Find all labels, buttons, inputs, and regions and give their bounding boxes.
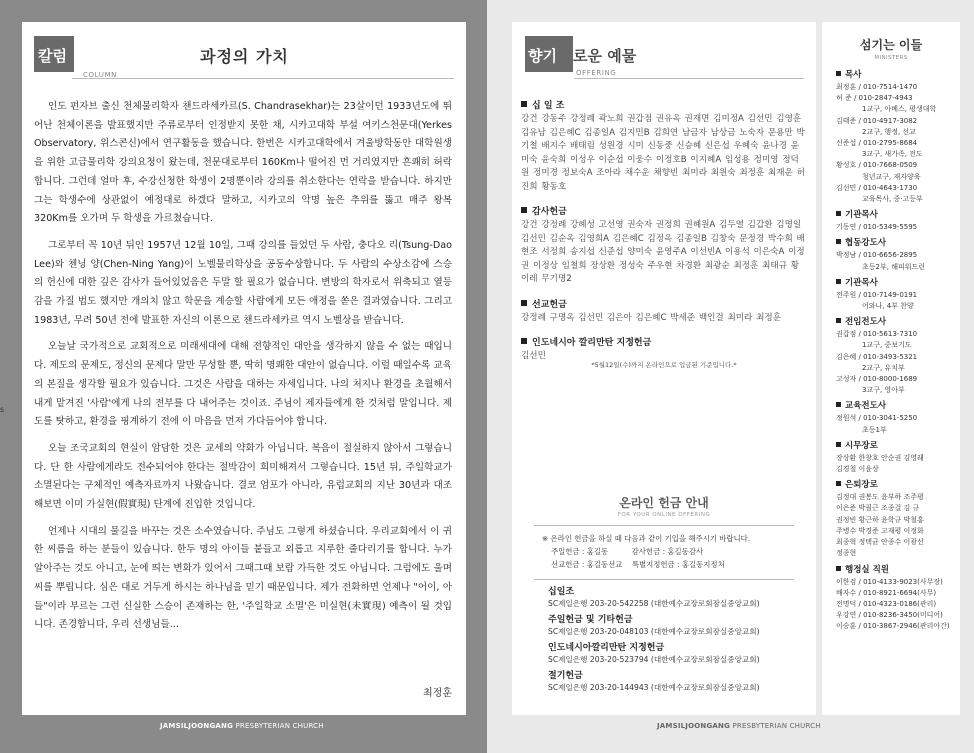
minister-contact: 전명덕 / 010-4323-0186(관리) (836, 599, 937, 608)
minister-contact: 신준섭 / 010-2795-8684 (836, 139, 918, 148)
minister-contact: 최정훈 / 010-7514-1470 (836, 83, 918, 91)
ministers-group-heading: 은퇴장로 (845, 480, 878, 491)
footer-left (160, 722, 324, 730)
ministers-group (836, 208, 958, 233)
offering-section-thanks (521, 204, 806, 287)
footer-church-name: JAMSILJOONGANG (160, 722, 234, 730)
minister-contact: 이승훈 / 010-3867-2946(관리아간) (836, 622, 950, 631)
bullet-square-icon (521, 207, 527, 213)
offering-divider (574, 78, 804, 79)
minister-role: 1교구, 중보기도 (862, 341, 912, 350)
account-list (548, 586, 760, 698)
minister-contact: 황성호 / 010-7668-0509 (836, 161, 918, 170)
online-intro-line: ※ 온라인 헌금을 하실 때 다음과 같이 기입을 해주시기 바랍니다. (542, 534, 751, 543)
offering-section-heading: 선교헌금 (532, 299, 567, 310)
account-number: SC제일은행 203-20-542258 (대한예수교장로회잠실중앙교회) (548, 599, 760, 608)
bullet-square-icon (836, 402, 841, 407)
minister-contact: 고성자 / 010-8000-1689 (836, 375, 918, 384)
account-item (548, 670, 760, 693)
account-name: 인도네시아깔리만탄 지정헌금 (548, 643, 665, 653)
minister-role: 2교구, 유치부 (862, 363, 905, 372)
ministers-group (836, 315, 958, 396)
ministers-group-heading: 기관목사 (845, 210, 878, 221)
offering-names: 김선민 (521, 351, 546, 361)
minister-contact: 기동연 / 010-5349-5595 (836, 223, 918, 232)
offering-section-heading: 인도네시아 깔리만탄 지정헌금 (532, 338, 652, 348)
minister-contact: 김태준 / 010-4917-3082 (836, 116, 918, 125)
account-name: 주일헌금 및 기타헌금 (548, 615, 633, 625)
account-number: SC제일은행 203-20-144943 (대한예수교장로회잠실중앙교회) (548, 683, 760, 692)
ministers-list (836, 68, 958, 636)
ministers-group (836, 276, 958, 312)
minister-role: 2교구, 행정, 선교 (862, 127, 916, 136)
column-page (22, 22, 466, 715)
minister-contact: 권정빈 황근하 윤학규 박철홍 (836, 515, 924, 524)
minister-role: 3교구, 새가족, 전도 (862, 150, 923, 159)
offering-section-heading: 십 일 조 (532, 101, 565, 111)
ministers-group-heading: 기관목사 (845, 277, 878, 288)
minister-role: 초등1부 (862, 425, 887, 434)
minister-contact: 전주원 / 010-7149-0191 (836, 290, 918, 299)
bullet-square-icon (836, 239, 841, 244)
ministers-title: 섬기는 이들 (859, 38, 923, 52)
offering-section-heading: 감사헌금 (532, 207, 567, 217)
column-body (34, 98, 452, 643)
bullet-square-icon (836, 318, 841, 323)
account-name: 절기헌금 (548, 671, 583, 681)
column-signature: 최정훈 (423, 688, 452, 699)
minister-role: 3교구, 영아부 (862, 386, 905, 395)
minister-contact: 장상환 한창호 안순권 김영래 (836, 453, 924, 462)
account-name: 십일조 (548, 587, 575, 597)
minister-contact: 최종혁 정택균 안종수 이광선 (836, 538, 924, 547)
column-tag-en: COLUMN (83, 71, 117, 79)
offering-names: 강건 강동주 강정례 곽노희 권갑점 권유옥 권재면 김미정A 김선민 김영훈 김유남 김은혜C 김종일A 김지민B 김희연 남금자 남상금 노숙자 문용만 박기철 배지수 배태림 성원경 시미 신동중 신승혜 신은섭 우혜숙 윤나경 윤미숙 윤숙희 이성우 이순섭 이웅수 이정호B 이지혜A 임성용 정미영 정덕원 정미경 정보숙A 조아라 채수운 채향빈 최미라 최원숙 최정훈 최재운 허진희 황동호 (521, 114, 805, 192)
offering-section-mission (521, 297, 806, 326)
ministers-group-heading: 협동강도사 (845, 238, 887, 249)
bullet-square-icon (836, 279, 841, 284)
ministers-group (836, 563, 958, 633)
ministers-group-heading: 시무장로 (845, 440, 878, 451)
column-paragraph: 오늘 조국교회의 현실이 암담한 것은 교세의 약화가 아닙니다. 복음이 절실하지 않아서 그렇습니다. 단 한 사람에게라도 전수되어야 한다는 절박감이 희미해져서 그렇습니다. 15년 뒤, 주일학교가 소멸된다는 구체적인 예측자료까지 나왔습니다. 결코 엄포가 아니라, 유럽교회의 지난 30년과 대조해보면 이미 가실현(假實現) 단계에 진입한 것입니다. (34, 442, 452, 511)
ministers-group-heading: 행정실 직원 (845, 564, 890, 575)
ministers-group (836, 236, 958, 272)
minister-contact: 허 준 / 010-2847-4943 (836, 94, 913, 103)
offering-names: 강건 강정례 강혜성 고선영 권숙자 권정희 권혜원A 김두열 김갑환 김명일 김선민 김순옥 김영희A 김은혜C 김정옥 김종일B 김창숙 문정경 박수희 배현조 서정희 송지섭 신준섭 양미숙 윤영주A 이선빈A 이용석 이은숙A 이정권 이정상 임철희 장상환 정성숙 주우현 차경환 최광순 최정훈 최태규 황이레 무기명2 (521, 220, 805, 284)
minister-contact: 권갑점 / 010-5613-7310 (836, 330, 918, 339)
bullet-square-icon (836, 442, 841, 447)
offering-title: 로운 예물 (573, 47, 637, 65)
ministers-group (836, 399, 958, 435)
bullet-square-icon (836, 71, 841, 76)
column-paragraph: 인도 펀자브 출신 천체물리학자 챈드라세카르(S. Chandrasekhar)는 23살이던 1933년도에 뛰어난 천체이론을 발표했지만 주류로부터 인정받지 못한 채, 시카고대학 부설 여키스천문대(Yerkes Observatory, 위스콘신)에서 연구활동을 했습니다. 한번은 시카고대학에서 겨울방학동안 대학원생을 위한 고급물리학 강의요청이 왔는데, 천문대로부터 160Km나 떨어진 먼 거리였지만 흔쾌히 허락합니다. 그런데 얼마 후, 수강신청한 학생이 2명뿐이라 강의를 취소한다는 연락을 받습니다. 하지만 그는 학생수에 상관없이 예정대로 하겠다 말하고, 시카고의 악명 높은 추위를 뚫고 매주 왕복 320Km를 오가며 두 학생을 가르쳤습니다. (34, 101, 452, 225)
offering-page (512, 22, 816, 715)
minister-contact: 김은혜 / 010-3493-5321 (836, 352, 918, 361)
minister-contact: 배자수 / 010-8921-6694(사무) (836, 588, 937, 597)
ministers-group (836, 439, 958, 475)
column-divider (72, 78, 454, 79)
minister-contact: 박정남 / 010-6656-2895 (836, 251, 918, 260)
offering-sections (521, 98, 806, 374)
footer-church-suffix: PRESBYTERIAN CHURCH (233, 722, 324, 730)
minister-contact: 주병수 박경준 고재평 이정화 (836, 526, 924, 535)
minister-role: 1교구, 아베스, 평생대학 (862, 105, 937, 114)
ministers-group-heading: 전임전도사 (845, 317, 887, 328)
ministers-group-heading: 목사 (845, 70, 862, 80)
online-offering-title: 온라인 헌금 안내 (619, 496, 709, 510)
account-item (548, 586, 760, 609)
minister-contact: 우강연 / 010-8236-3450(미디어) (836, 611, 943, 620)
online-instructions (542, 532, 750, 571)
account-number: SC제일은행 203-20-048103 (대한예수교장로회잠실중앙교회) (548, 627, 760, 636)
online-offering-title-en: FOR YOUR ONLINE OFFERING (617, 512, 711, 518)
offering-tag-en: OFFERING (576, 69, 617, 77)
column-paragraph: 오늘날 국가적으로 교회적으로 미래세대에 대해 전향적인 대안을 생각하지 않을 수 없는 때입니다. 제도의 문제도, 정신의 문제다 말만 무성할 뿐, 딱히 명쾌한 대안이 없습니다. 이럴 때일수록 교육의 본질을 생각할 필요가 있습니다. 그것은 사람을 대하는 자세입니다. 나의 처지나 환경을 초월해서 내게 맡겨진 '사람'에게 나의 전부를 다 내어주는 것이죠. 주님이 제자들에게 한 것처럼 말입니다. 제도를 탓하고, 환경을 핑계하기 전에 이 마음을 먼저 가다듬어야 합니다. (34, 341, 452, 428)
column-paragraph: 그로부터 꼭 10년 뒤인 1957년 12월 10일, 그때 강의를 들었던 두 사람, 충다오 리(Tsung-Dao Lee)와 첸닝 양(Chen-Ning Yang)이 노벨물리학상을 공동수상합니다. 두 사람의 수상소감에 스승의 헌신에 대한 깊은 감사가 들어있었음은 두말 할 필요가 없습니다. 변방의 학자로서 위축되고 열등감을 가질 법도 했지만 개의치 않고 학문을 계승할 사람에게 모든 애정을 쏟은 결과였습니다. 그리고 1983년, 무려 50년 전에 발표한 자신의 이론으로 챈드라세카르 역시 노벨상을 받습니다. (34, 239, 452, 326)
minister-contact: 정종현 (836, 549, 857, 558)
account-item (548, 614, 760, 637)
footer-church-suffix: PRESBYTERIAN CHURCH (730, 722, 821, 730)
online-example-line: 주일헌금 : 홍길동 감사헌금 : 홍길동감사 (551, 547, 704, 556)
column-paragraph: 언제나 시대의 물길을 바꾸는 것은 소수였습니다. 주님도 그렇게 하셨습니다. 우리교회에서 이 귀한 씨름을 하는 분들이 있습니다. 한두 명의 아이들 붙들고 외롭고 지루한 줄다리기를 합니다. 누가 알아주는 것도 아니고, 눈에 띄는 변화가 있어서 그때그때 보람 가득한 것도 아닙니다. 그럼에도 울며 씨를 뿌립니다. 심은 대로 거두게 하시는 하나님을 믿기 때문입니다. 제가 전화하면 언제나 "어이, 아들"이라 부르는 그런 신실한 스승이 존재하는 한, '주일학교 소멸'은 미실현(未實現) 예측이 될 것입니다. 존경합니다, 우리 선생님들... (34, 525, 452, 631)
ministers-group (836, 68, 958, 205)
minister-role: 청년교구, 재자양육 (862, 172, 921, 181)
ministers-group-heading: 교육전도사 (845, 401, 887, 412)
minister-contact: 김경철 이윤상 (836, 465, 879, 474)
account-item (548, 642, 760, 665)
minister-role: 교육목사, 중·고등부 (862, 195, 923, 204)
bullet-square-icon (836, 211, 841, 216)
edge-mark: s (0, 405, 5, 414)
minister-contact: 김선민 / 010-4643-1730 (836, 183, 918, 192)
footer-church-name: JAMSILJOONGANG (657, 722, 731, 730)
ministers-page (822, 22, 960, 715)
column-title: 과정의 가치 (200, 47, 289, 66)
offering-note: *5월12일(수)까지 온라인으로 입금된 기준입니다.* (591, 361, 737, 369)
account-number: SC제일은행 203-20-523794 (대한예수교장로회잠실중앙교회) (548, 655, 760, 664)
ministers-title-en: MINISTERS (874, 55, 908, 61)
offering-tag: 향기 (525, 36, 573, 72)
column-tag: 칼럼 (34, 36, 74, 72)
ministers-group (836, 478, 958, 559)
minister-role: 초등2부, 해피워드런 (862, 262, 925, 271)
offering-section-tithe (521, 98, 806, 194)
offering-names: 강정례 구명옥 김선민 김은아 김은혜C 박세준 백인걸 최미라 최정훈 (521, 312, 781, 323)
bullet-square-icon (521, 101, 527, 107)
minister-contact: 정원석 / 010-3041-5250 (836, 414, 918, 423)
footer-right (657, 722, 821, 730)
minister-contact: 이은준 박필근 조종걸 김 규 (836, 504, 920, 513)
bullet-square-icon (521, 338, 527, 344)
minister-contact: 이한검 / 010-4133-9023(사무장) (836, 577, 943, 586)
bullet-square-icon (836, 481, 841, 486)
minister-role: 어와나, 4부 찬양 (862, 302, 914, 311)
minister-contact: 김정대 권봉도 윤부하 조주평 (836, 493, 924, 502)
online-divider (534, 579, 794, 580)
online-example-line: 선교헌금 : 홍길동선교 특별지정헌금 : 홍길동지정처 (551, 560, 725, 569)
online-divider (534, 525, 794, 526)
bullet-square-icon (521, 300, 527, 306)
bullet-square-icon (836, 566, 841, 571)
